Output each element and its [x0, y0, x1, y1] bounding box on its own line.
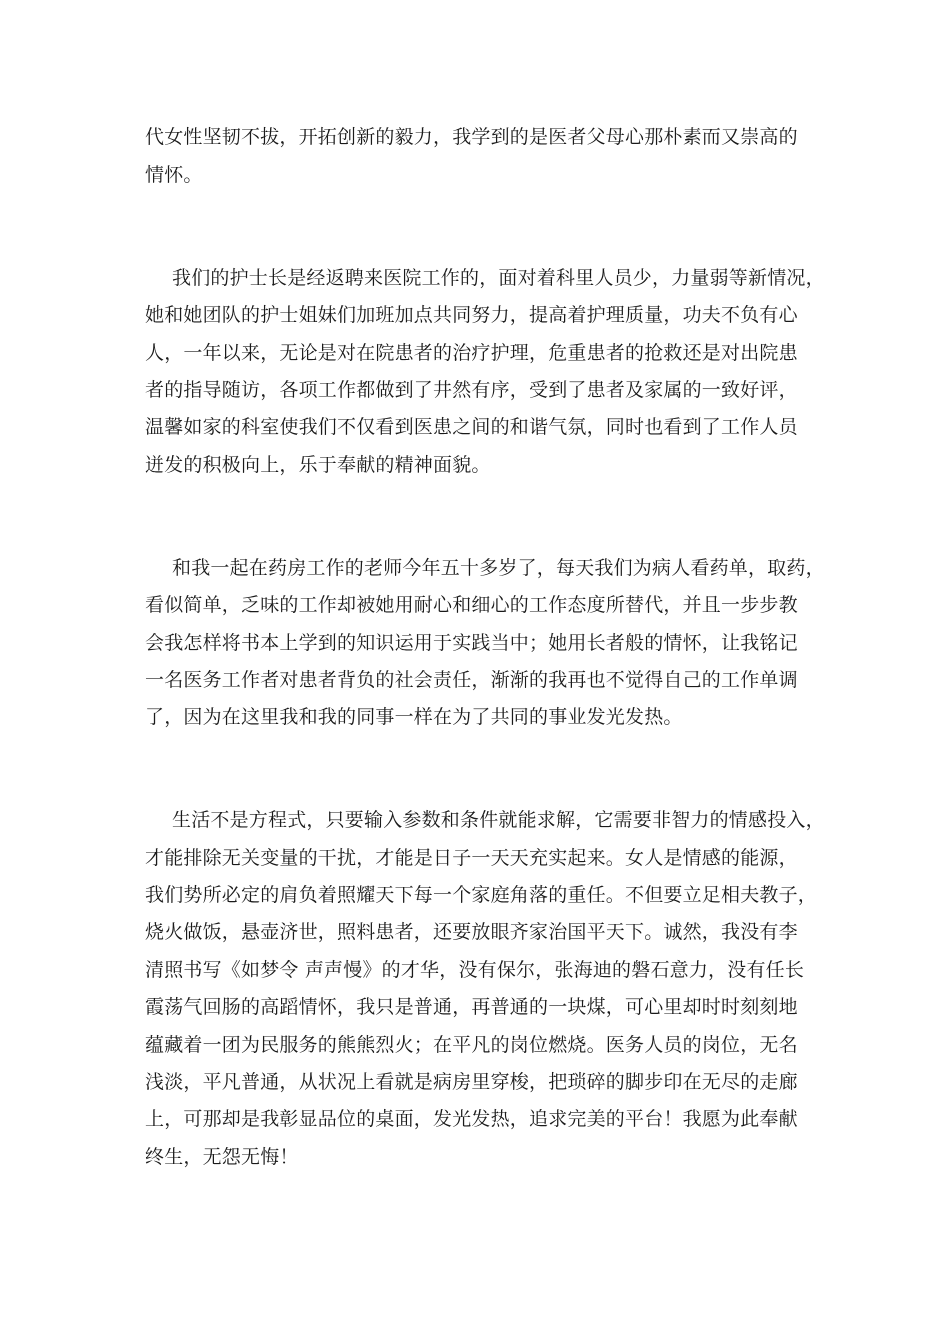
paragraph-1-line-1: 代女性坚韧不拔，开拓创新的毅力，我学到的是医者父母心那朴素而又崇高的 [145, 126, 798, 148]
paragraph-2-line-6: 迸发的积极向上，乐于奉献的精神面貌。 [145, 454, 491, 476]
paragraph-4-line-2: 才能排除无关变量的干扰，才能是日子一天天充实起来。女人是情感的能源， [145, 847, 798, 869]
paragraph-2-line-2: 她和她团队的护士姐妹们加班加点共同努力，提高着护理质量，功夫不负有心 [145, 304, 798, 326]
paragraph-4-line-4: 烧火做饭，悬壶济世，照料患者，还要放眼齐家治国平天下。诚然，我没有李 [145, 921, 798, 943]
paragraph-3-line-5: 了，因为在这里我和我的同事一样在为了共同的事业发光发热。 [145, 706, 683, 728]
paragraph-4-line-1: 生活不是方程式，只要输入参数和条件就能求解，它需要非智力的情感投入， [172, 809, 825, 831]
paragraph-3-line-4: 一名医务工作者对患者背负的社会责任，渐渐的我再也不觉得自己的工作单调 [145, 669, 798, 691]
paragraph-4-line-5: 清照书写《如梦令 声声慢》的才华，没有保尔，张海迪的磐石意力，没有任长 [145, 959, 805, 981]
paragraph-4-line-7: 蕴藏着一团为民服务的熊熊烈火；在平凡的岗位燃烧。医务人员的岗位，无名 [145, 1034, 798, 1056]
paragraph-2-line-1: 我们的护士长是经返聘来医院工作的，面对着科里人员少，力量弱等新情况， [172, 267, 825, 289]
paragraph-4-line-8: 浅淡，平凡普通，从状况上看就是病房里穿梭，把琐碎的脚步印在无尽的走廊 [145, 1071, 798, 1093]
paragraph-4-line-9: 上，可那却是我彰显品位的桌面，发光发热，追求完美的平台！我愿为此奉献 [145, 1108, 798, 1130]
paragraph-4-line-10: 终生，无怨无悔！ [145, 1146, 299, 1168]
paragraph-3-line-2: 看似简单，乏味的工作却被她用耐心和细心的工作态度所替代，并且一步步教 [145, 594, 798, 616]
paragraph-1-line-2: 情怀。 [145, 164, 203, 186]
paragraph-2-line-5: 温馨如家的科室使我们不仅看到医患之间的和谐气氛，同时也看到了工作人员 [145, 416, 798, 438]
paragraph-3-line-3: 会我怎样将书本上学到的知识运用于实践当中；她用长者般的情怀，让我铭记 [145, 632, 798, 654]
paragraph-3-line-1: 和我一起在药房工作的老师今年五十多岁了，每天我们为病人看药单，取药， [172, 557, 825, 579]
paragraph-4-line-3: 我们势所必定的肩负着照耀天下每一个家庭角落的重任。不但要立足相夫教子， [145, 884, 818, 906]
paragraph-4-line-6: 霞荡气回肠的高蹈情怀，我只是普通，再普通的一块煤，可心里却时时刻刻地 [145, 996, 798, 1018]
paragraph-2-line-3: 人，一年以来，无论是对在院患者的治疗护理，危重患者的抢救还是对出院患 [145, 342, 798, 364]
paragraph-2-line-4: 者的指导随访，各项工作都做到了井然有序，受到了患者及家属的一致好评， [145, 379, 798, 401]
